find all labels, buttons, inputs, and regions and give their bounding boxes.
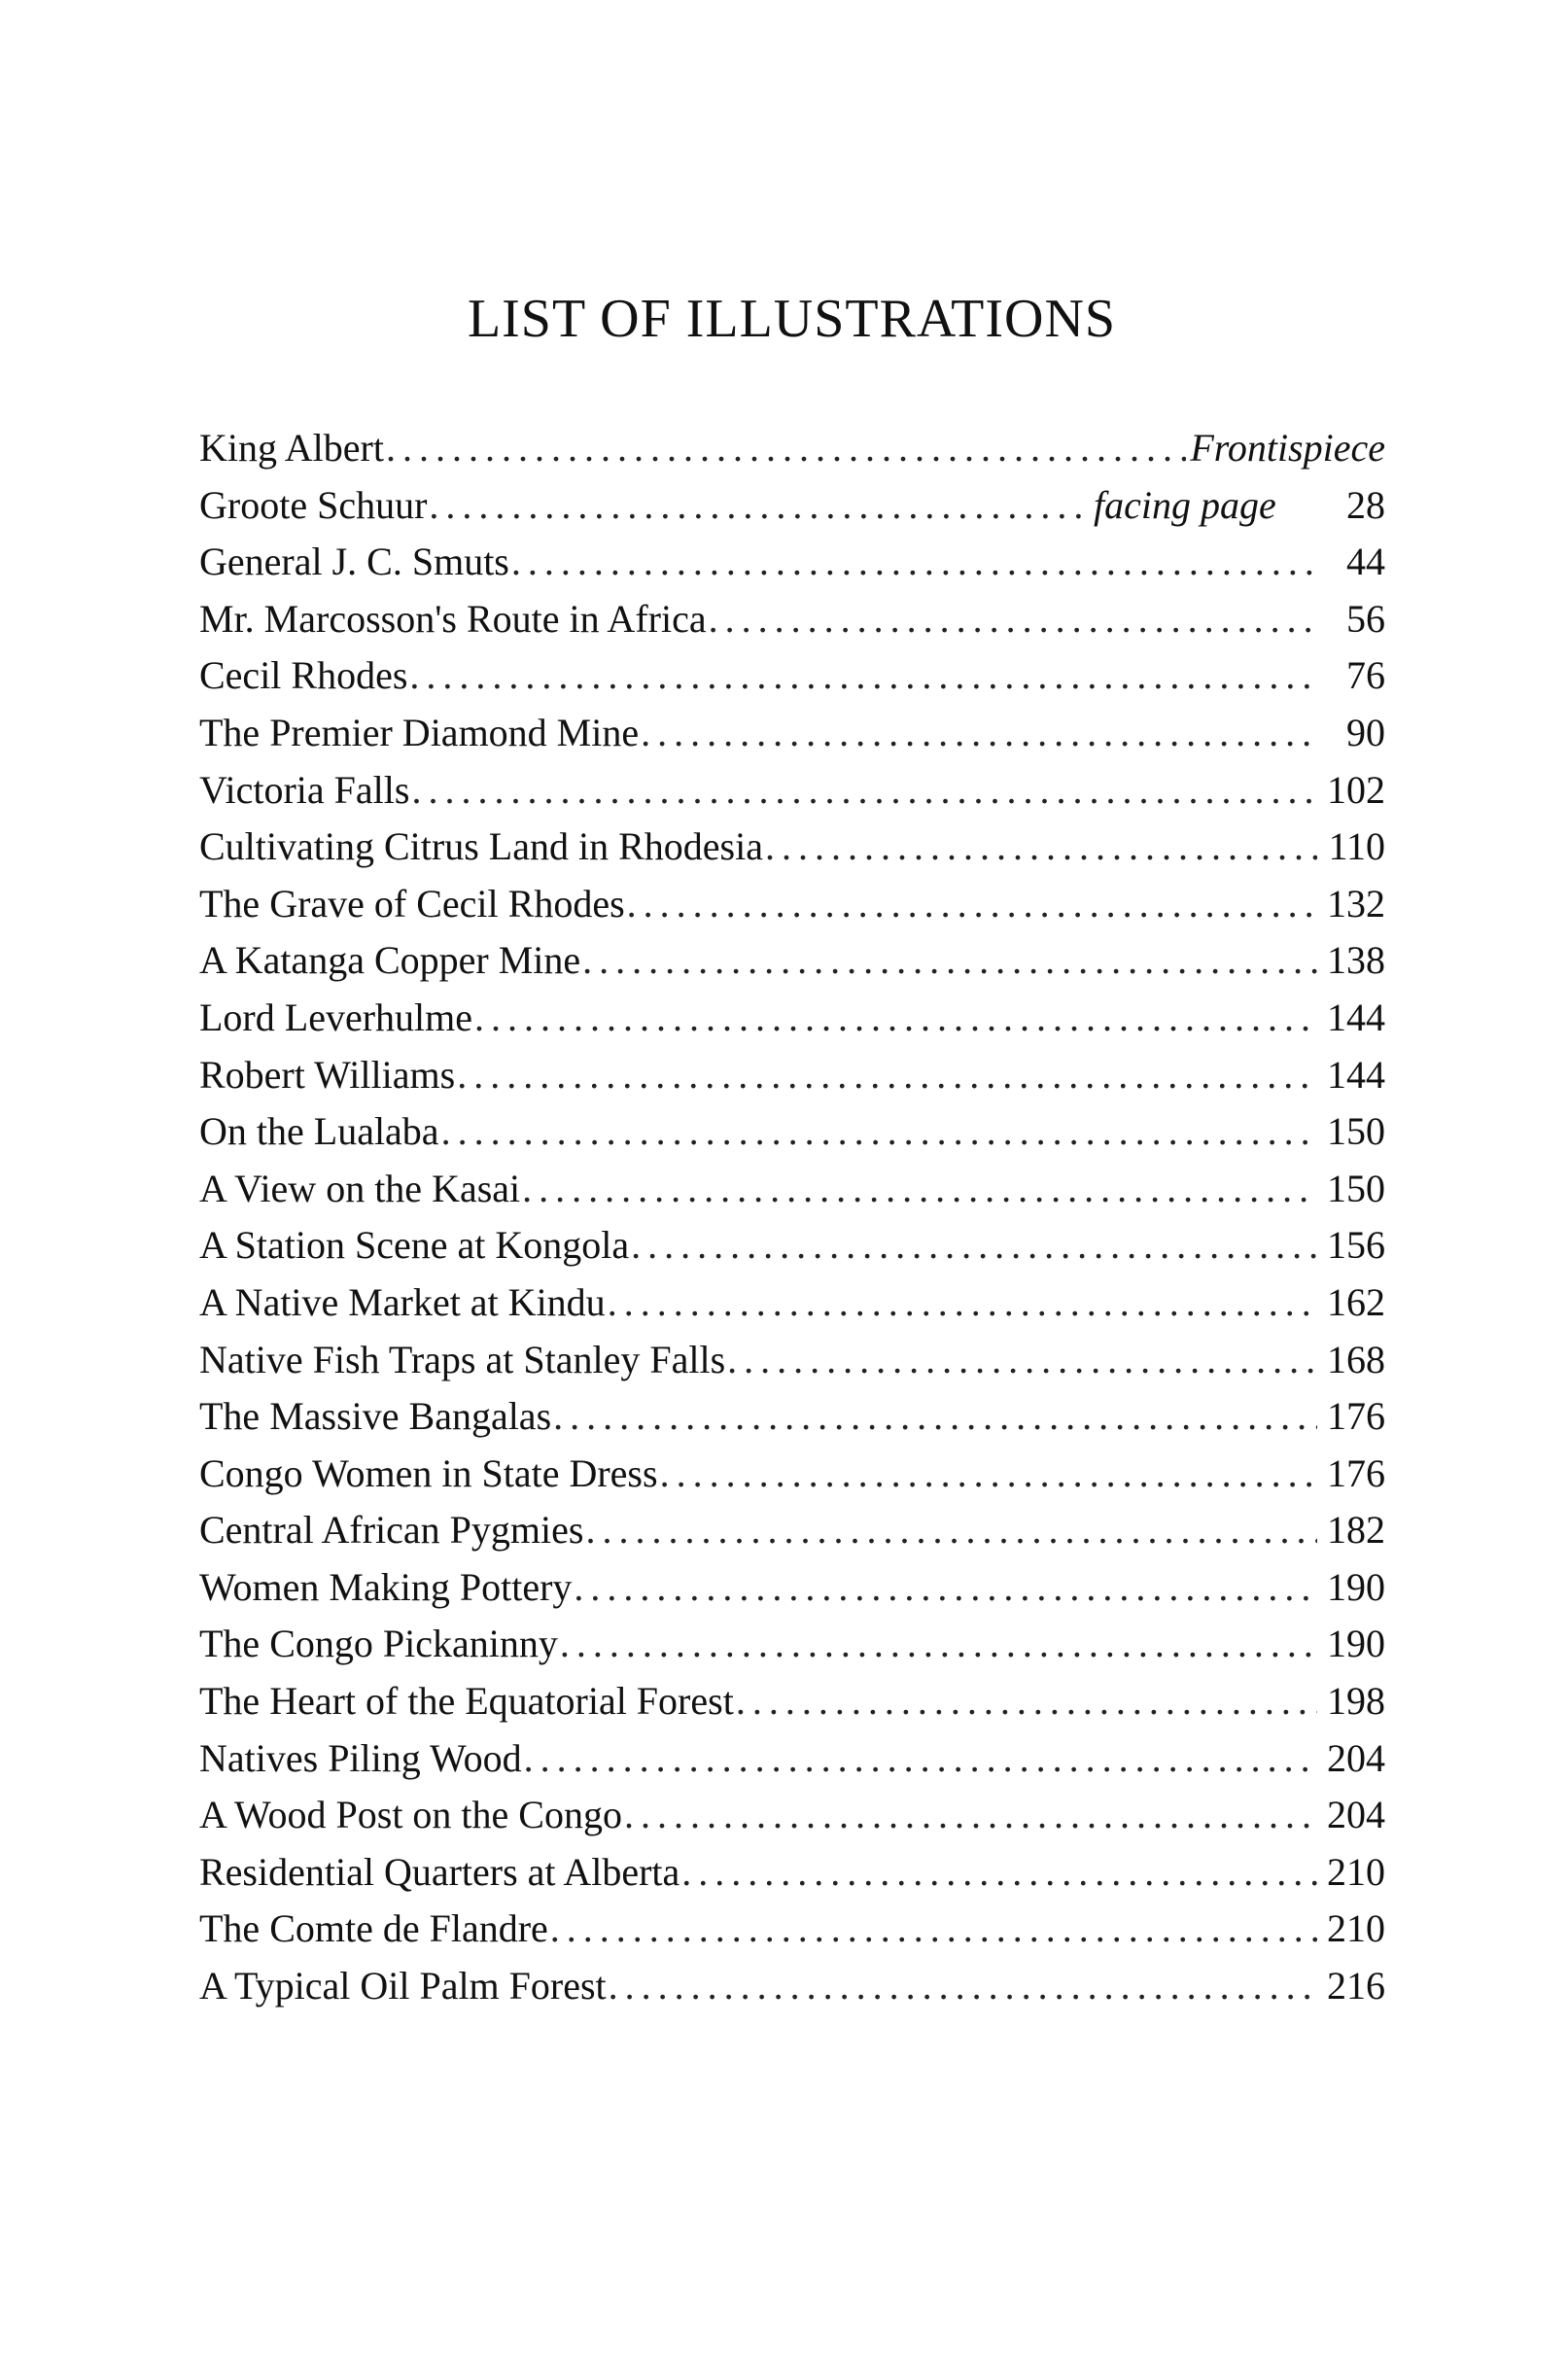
dot-leader xyxy=(681,1844,1317,1902)
list-item xyxy=(199,1388,1385,1446)
entry-title: A Katanga Copper Mine xyxy=(199,938,581,983)
entry-page-number: 150 xyxy=(1327,1166,1385,1210)
list-item xyxy=(199,990,1385,1047)
entry-title: Central African Pygmies xyxy=(199,1508,584,1553)
page-title: LIST OF ILLUSTRATIONS xyxy=(467,289,1117,349)
dot-leader xyxy=(386,420,1186,477)
list-item xyxy=(199,477,1385,535)
entry-page-number: 190 xyxy=(1327,1564,1385,1609)
dot-leader xyxy=(429,477,1090,535)
dot-leader xyxy=(409,647,1317,705)
entry-title: Congo Women in State Dress xyxy=(199,1450,658,1495)
entry-title: The Massive Bangalas xyxy=(199,1394,552,1439)
list-item xyxy=(199,876,1385,933)
list-item xyxy=(199,1787,1385,1844)
list-item xyxy=(199,1217,1385,1275)
dot-leader xyxy=(411,762,1317,820)
dot-leader xyxy=(709,591,1317,648)
list-item xyxy=(199,1275,1385,1332)
entry-page-number: 28 xyxy=(1346,482,1385,527)
entry-page-number: 176 xyxy=(1327,1394,1385,1439)
list-item xyxy=(199,534,1385,591)
entry-page-number: 210 xyxy=(1327,1849,1385,1894)
entry-title: Groote Schuur xyxy=(199,482,428,527)
entry-title: On the Lualaba xyxy=(199,1109,439,1154)
entry-title: Native Fish Traps at Stanley Falls xyxy=(199,1337,726,1381)
list-item xyxy=(199,1332,1385,1389)
entry-page-number: 182 xyxy=(1327,1508,1385,1553)
entry-page-number: 210 xyxy=(1327,1906,1385,1951)
entry-page-number: 56 xyxy=(1346,596,1385,641)
entry-title: Cecil Rhodes xyxy=(199,653,408,698)
list-item xyxy=(199,1047,1385,1104)
entry-page-number: 76 xyxy=(1346,653,1385,698)
dot-leader xyxy=(474,990,1317,1047)
list-item xyxy=(199,591,1385,648)
list-item xyxy=(199,1446,1385,1503)
dot-leader xyxy=(608,1275,1317,1332)
facing-page-label: facing page xyxy=(1094,482,1276,527)
dot-leader xyxy=(624,1787,1317,1844)
entry-title: Cultivating Citrus Land in Rhodesia xyxy=(199,824,763,869)
entry-title: Mr. Marcosson's Route in Africa xyxy=(199,596,707,641)
list-item xyxy=(199,1730,1385,1788)
entry-title: The Heart of the Equatorial Forest xyxy=(199,1679,734,1724)
dot-leader xyxy=(660,1446,1317,1503)
entry-page-number: 132 xyxy=(1327,881,1385,926)
entry-title: King Albert xyxy=(199,426,384,470)
dot-leader xyxy=(553,1388,1317,1446)
entry-title: A View on the Kasai xyxy=(199,1166,521,1210)
dot-leader xyxy=(550,1901,1317,1958)
illustrations-list xyxy=(199,420,1385,2015)
list-item xyxy=(199,1844,1385,1902)
entry-page-number: 168 xyxy=(1327,1337,1385,1381)
entry-page-number: 204 xyxy=(1327,1735,1385,1780)
list-item xyxy=(199,1958,1385,2015)
dot-leader xyxy=(765,819,1317,876)
entry-title: A Typical Oil Palm Forest xyxy=(199,1964,607,2008)
entry-title: The Premier Diamond Mine xyxy=(199,710,640,754)
entry-page-number: 144 xyxy=(1327,995,1385,1039)
entry-page-number: 102 xyxy=(1327,767,1385,812)
list-item xyxy=(199,762,1385,820)
list-item xyxy=(199,819,1385,876)
entry-title: The Grave of Cecil Rhodes xyxy=(199,881,625,926)
list-item xyxy=(199,705,1385,762)
dot-leader xyxy=(574,1559,1317,1617)
list-item xyxy=(199,647,1385,705)
dot-leader xyxy=(582,932,1317,990)
entry-title: A Native Market at Kindu xyxy=(199,1279,606,1324)
list-item xyxy=(199,1673,1385,1730)
dot-leader xyxy=(727,1332,1317,1389)
dot-leader xyxy=(522,1161,1317,1218)
entry-title: Robert Williams xyxy=(199,1052,456,1097)
list-item xyxy=(199,1161,1385,1218)
dot-leader xyxy=(457,1047,1317,1104)
entry-page-number: 156 xyxy=(1327,1223,1385,1268)
entry-page-number: 176 xyxy=(1327,1450,1385,1495)
dot-leader xyxy=(524,1730,1317,1788)
dot-leader xyxy=(560,1616,1317,1673)
dot-leader xyxy=(641,705,1317,762)
entry-page-number: 204 xyxy=(1327,1793,1385,1837)
entry-page-number: 150 xyxy=(1327,1109,1385,1154)
dot-leader xyxy=(441,1103,1317,1161)
entry-title: A Station Scene at Kongola xyxy=(199,1223,630,1268)
list-item xyxy=(199,1901,1385,1958)
entry-page-number: 138 xyxy=(1327,938,1385,983)
dot-leader xyxy=(627,876,1317,933)
dot-leader xyxy=(609,1958,1317,2015)
entry-page-number: 190 xyxy=(1327,1622,1385,1666)
entry-title: The Congo Pickaninny xyxy=(199,1622,558,1666)
entry-page-number: 90 xyxy=(1346,710,1385,754)
entry-title: The Comte de Flandre xyxy=(199,1906,548,1951)
entry-page-number: 110 xyxy=(1328,824,1385,869)
dot-leader xyxy=(585,1502,1317,1559)
entry-title: General J. C. Smuts xyxy=(199,540,509,584)
dot-leader xyxy=(736,1673,1317,1730)
entry-title: Natives Piling Wood xyxy=(199,1735,522,1780)
entry-title: Women Making Pottery xyxy=(199,1564,573,1609)
entry-title: A Wood Post on the Congo xyxy=(199,1793,622,1837)
list-item xyxy=(199,932,1385,990)
entry-page-number: Frontispiece xyxy=(1190,426,1385,470)
dot-leader xyxy=(511,534,1317,591)
entry-page-number: 144 xyxy=(1327,1052,1385,1097)
entry-page-number: 216 xyxy=(1327,1964,1385,2008)
entry-title: Lord Leverhulme xyxy=(199,995,472,1039)
list-item xyxy=(199,1103,1385,1161)
entry-title: Victoria Falls xyxy=(199,767,410,812)
dot-leader xyxy=(631,1217,1317,1275)
list-item xyxy=(199,1616,1385,1673)
entry-page-number: 44 xyxy=(1346,540,1385,584)
list-item xyxy=(199,420,1385,477)
entry-page-number: 198 xyxy=(1327,1679,1385,1724)
entry-page-number: 162 xyxy=(1327,1279,1385,1324)
list-item xyxy=(199,1502,1385,1559)
entry-title: Residential Quarters at Alberta xyxy=(199,1849,680,1894)
list-item xyxy=(199,1559,1385,1617)
